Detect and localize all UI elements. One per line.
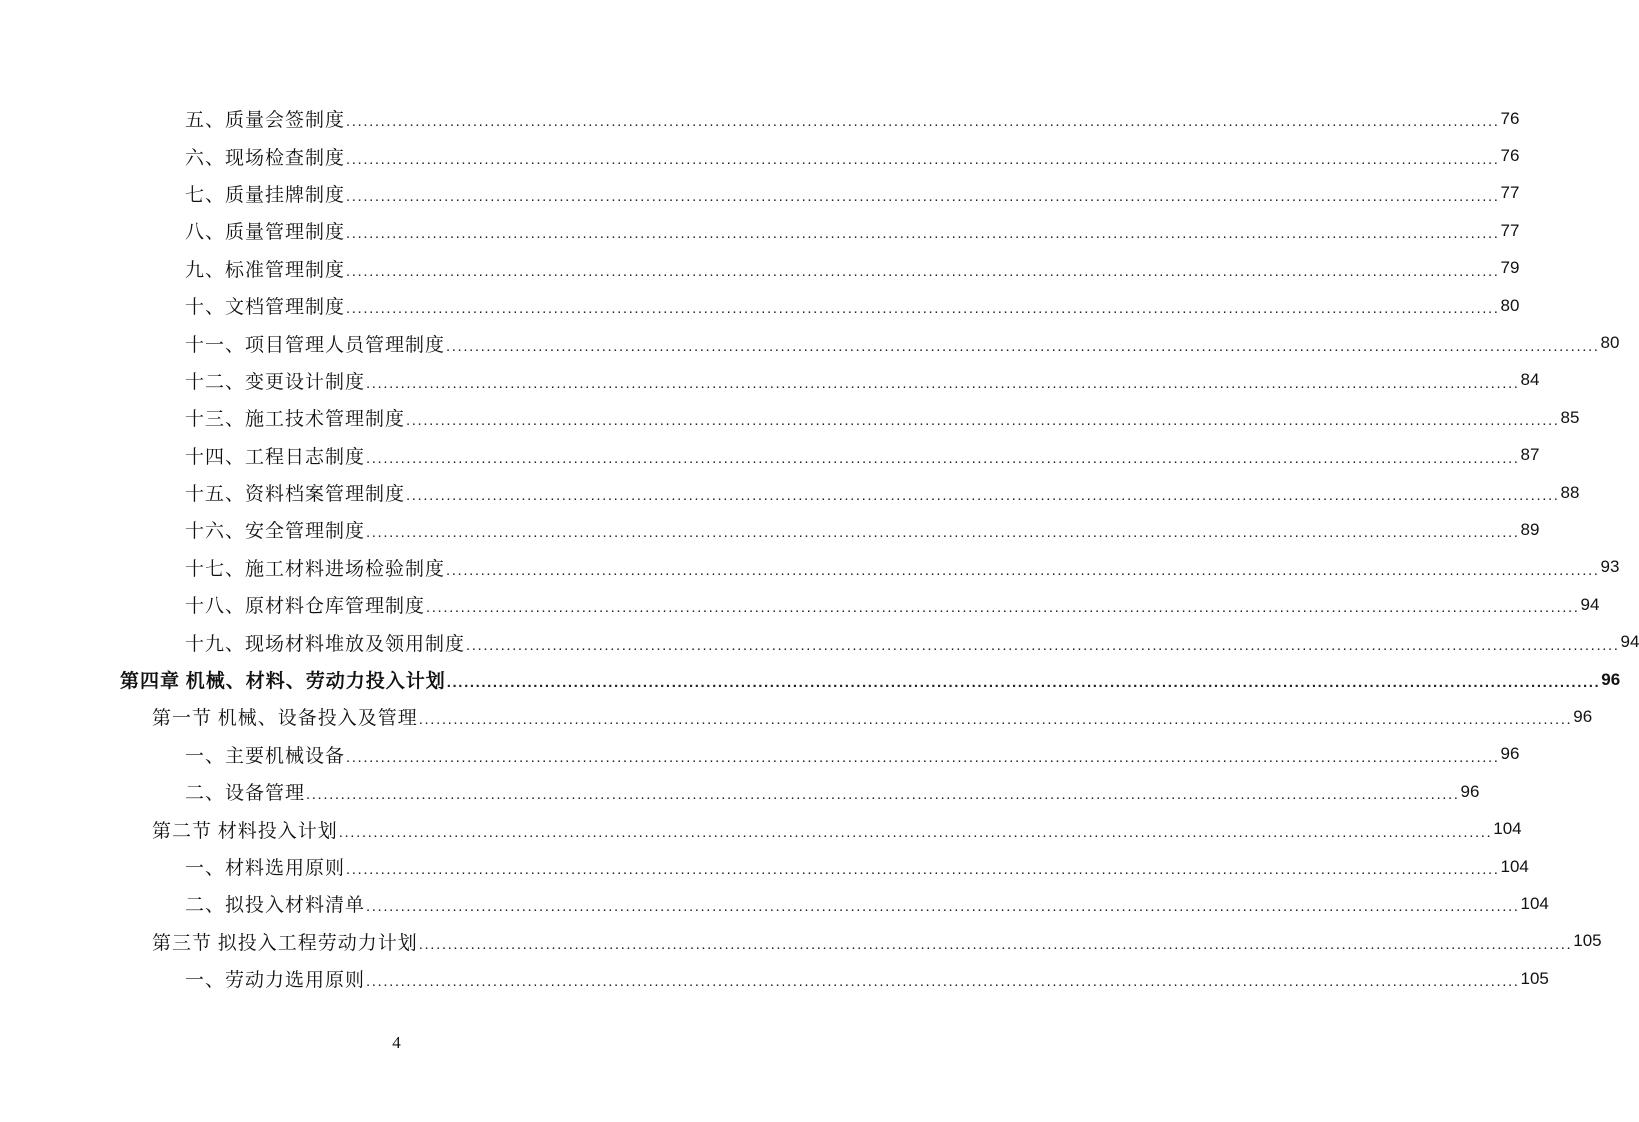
dot-leader: ........................................................................................................................................................................................................ bbox=[346, 113, 1500, 131]
toc-entry-label: 第三节 拟投入工程劳动力计划 bbox=[152, 932, 418, 954]
toc-entry-label: 十四、工程日志制度 bbox=[185, 446, 366, 468]
toc-entry-label: 五、质量会签制度 bbox=[185, 110, 346, 132]
toc-entry-label: 一、主要机械设备 bbox=[185, 745, 346, 767]
toc-section-entry[interactable] bbox=[0, 810, 1522, 847]
dot-leader: ........................................................................................................................................................................................................ bbox=[366, 374, 1520, 392]
toc-entry[interactable] bbox=[0, 549, 1620, 586]
page-number: 4 bbox=[392, 1033, 401, 1052]
toc-entry-page: 96 bbox=[1500, 744, 1520, 764]
dot-leader: ........................................................................................................................................................................................................ bbox=[366, 524, 1520, 542]
toc-entry-label: 十三、施工技术管理制度 bbox=[185, 409, 406, 431]
dot-leader: ........................................................................................................................................................................................................ bbox=[466, 636, 1620, 654]
dot-leader: ........................................................................................................................................................................................................ bbox=[446, 337, 1600, 355]
toc-entry[interactable] bbox=[0, 773, 1480, 810]
toc-entry-label: 第二节 材料投入计划 bbox=[152, 820, 338, 842]
toc-entry[interactable] bbox=[0, 437, 1540, 474]
toc-entry-label: 十五、资料档案管理制度 bbox=[185, 484, 406, 506]
toc-entry-label: 二、设备管理 bbox=[185, 783, 306, 805]
toc-entry-label: 十七、施工材料进场检验制度 bbox=[185, 558, 446, 580]
toc-entry[interactable] bbox=[0, 362, 1540, 399]
dot-leader: ........................................................................................................................................................................................................ bbox=[446, 561, 1600, 579]
toc-entry-label: 一、劳动力选用原则 bbox=[185, 970, 366, 992]
dot-leader: ........................................................................................................................................................................................................ bbox=[406, 412, 1560, 430]
dot-leader: ........................................................................................................................................................................................................ bbox=[366, 449, 1520, 467]
toc-entry[interactable] bbox=[0, 287, 1520, 324]
dot-leader: ........................................................................................................................................................................................................ bbox=[426, 599, 1580, 617]
dot-leader: ........................................................................................................................................................................................................ bbox=[346, 748, 1500, 766]
toc-entry-page: 87 bbox=[1520, 445, 1540, 465]
dot-leader: ........................................................................................................................................................................................................ bbox=[346, 150, 1500, 168]
toc-entry-label: 二、拟投入材料清单 bbox=[185, 895, 366, 917]
dot-leader: ........................................................................................................................................................................................................ bbox=[366, 898, 1520, 916]
dot-leader: ........................................................................................................................................................................................................ bbox=[366, 973, 1520, 991]
toc-entry-page: 96 bbox=[1601, 669, 1621, 689]
toc-entry-page: 76 bbox=[1500, 146, 1520, 166]
toc-entry-page: 96 bbox=[1573, 706, 1593, 726]
dot-leader: ........................................................................................................................................................................................................ bbox=[346, 262, 1500, 280]
toc-entry-page: 79 bbox=[1500, 258, 1520, 278]
toc-entry[interactable] bbox=[0, 885, 1549, 922]
toc-entry-page: 105 bbox=[1520, 968, 1549, 988]
toc-entry-page: 80 bbox=[1500, 295, 1520, 315]
dot-leader: ........................................................................................................................................................................................................ bbox=[406, 487, 1560, 505]
toc-section-entry[interactable] bbox=[0, 923, 1602, 960]
toc-entry[interactable] bbox=[0, 250, 1520, 287]
toc-entry-label: 十六、安全管理制度 bbox=[185, 521, 366, 543]
toc-entry-label: 十、文档管理制度 bbox=[185, 297, 346, 319]
toc-entry-label: 八、质量管理制度 bbox=[185, 222, 346, 244]
toc-entry[interactable] bbox=[0, 474, 1580, 511]
table-of-contents bbox=[0, 100, 1639, 997]
toc-entry[interactable] bbox=[0, 586, 1600, 623]
toc-entry-page: 89 bbox=[1520, 519, 1540, 539]
dot-leader: ........................................................................................................................................................................................................ bbox=[338, 823, 1493, 841]
dot-leader: ........................................................................................................................................................................................................ bbox=[346, 861, 1500, 878]
dot-leader: ........................................................................................................................................................................................................ bbox=[446, 674, 1601, 692]
toc-entry-label: 十九、现场材料堆放及领用制度 bbox=[185, 633, 466, 655]
dot-leader: ........................................................................................................................................................................................................ bbox=[346, 187, 1500, 205]
toc-entry-label: 七、质量挂牌制度 bbox=[185, 184, 346, 206]
toc-entry-page: 84 bbox=[1520, 370, 1540, 390]
toc-entry[interactable] bbox=[0, 100, 1520, 137]
dot-leader: ........................................................................................................................................................................................................ bbox=[346, 300, 1500, 318]
toc-entry[interactable] bbox=[0, 137, 1520, 174]
toc-entry[interactable] bbox=[0, 324, 1620, 361]
dot-leader: ........................................................................................................................................................................................................ bbox=[418, 935, 1573, 953]
toc-entry[interactable] bbox=[0, 848, 1529, 885]
toc-entry[interactable] bbox=[0, 960, 1549, 997]
dot-leader: ........................................................................................................................................................................................................ bbox=[418, 711, 1573, 729]
dot-leader: ........................................................................................................................................................................................................ bbox=[306, 786, 1460, 804]
toc-entry[interactable] bbox=[0, 511, 1540, 548]
toc-chapter-entry[interactable] bbox=[0, 661, 1621, 698]
toc-entry-page: 105 bbox=[1573, 931, 1602, 951]
toc-entry-page: 77 bbox=[1500, 183, 1520, 203]
toc-entry-page: 94 bbox=[1620, 632, 1639, 652]
toc-entry-page: 85 bbox=[1560, 407, 1580, 427]
toc-entry-page: 104 bbox=[1500, 856, 1529, 876]
toc-entry-page: 88 bbox=[1560, 482, 1580, 502]
toc-entry[interactable] bbox=[0, 623, 1639, 660]
toc-entry-label: 六、现场检查制度 bbox=[185, 147, 346, 169]
toc-entry-label: 第一节 机械、设备投入及管理 bbox=[152, 708, 418, 730]
toc-entry-label: 九、标准管理制度 bbox=[185, 259, 346, 281]
toc-entry-label: 十二、变更设计制度 bbox=[185, 371, 366, 393]
toc-entry-page: 96 bbox=[1460, 781, 1480, 801]
toc-entry[interactable] bbox=[0, 175, 1520, 212]
toc-entry-page: 76 bbox=[1500, 108, 1520, 128]
toc-entry[interactable] bbox=[0, 399, 1580, 436]
toc-entry-page: 80 bbox=[1600, 333, 1620, 353]
toc-entry[interactable] bbox=[0, 212, 1520, 249]
toc-section-entry[interactable] bbox=[0, 698, 1593, 735]
toc-entry-page: 93 bbox=[1600, 557, 1620, 577]
toc-entry-label: 十一、项目管理人员管理制度 bbox=[185, 334, 446, 356]
toc-entry-page: 77 bbox=[1500, 220, 1520, 240]
dot-leader: ........................................................................................................................................................................................................ bbox=[346, 225, 1500, 243]
toc-entry-label: 一、材料选用原则 bbox=[185, 858, 346, 879]
toc-entry-label: 十八、原材料仓库管理制度 bbox=[185, 596, 426, 618]
toc-entry-page: 104 bbox=[1493, 819, 1522, 839]
toc-entry-page: 104 bbox=[1520, 893, 1549, 913]
toc-entry[interactable] bbox=[0, 736, 1520, 773]
toc-entry-page: 94 bbox=[1580, 594, 1600, 614]
toc-entry-label: 第四章 机械、材料、劳动力投入计划 bbox=[120, 671, 446, 693]
